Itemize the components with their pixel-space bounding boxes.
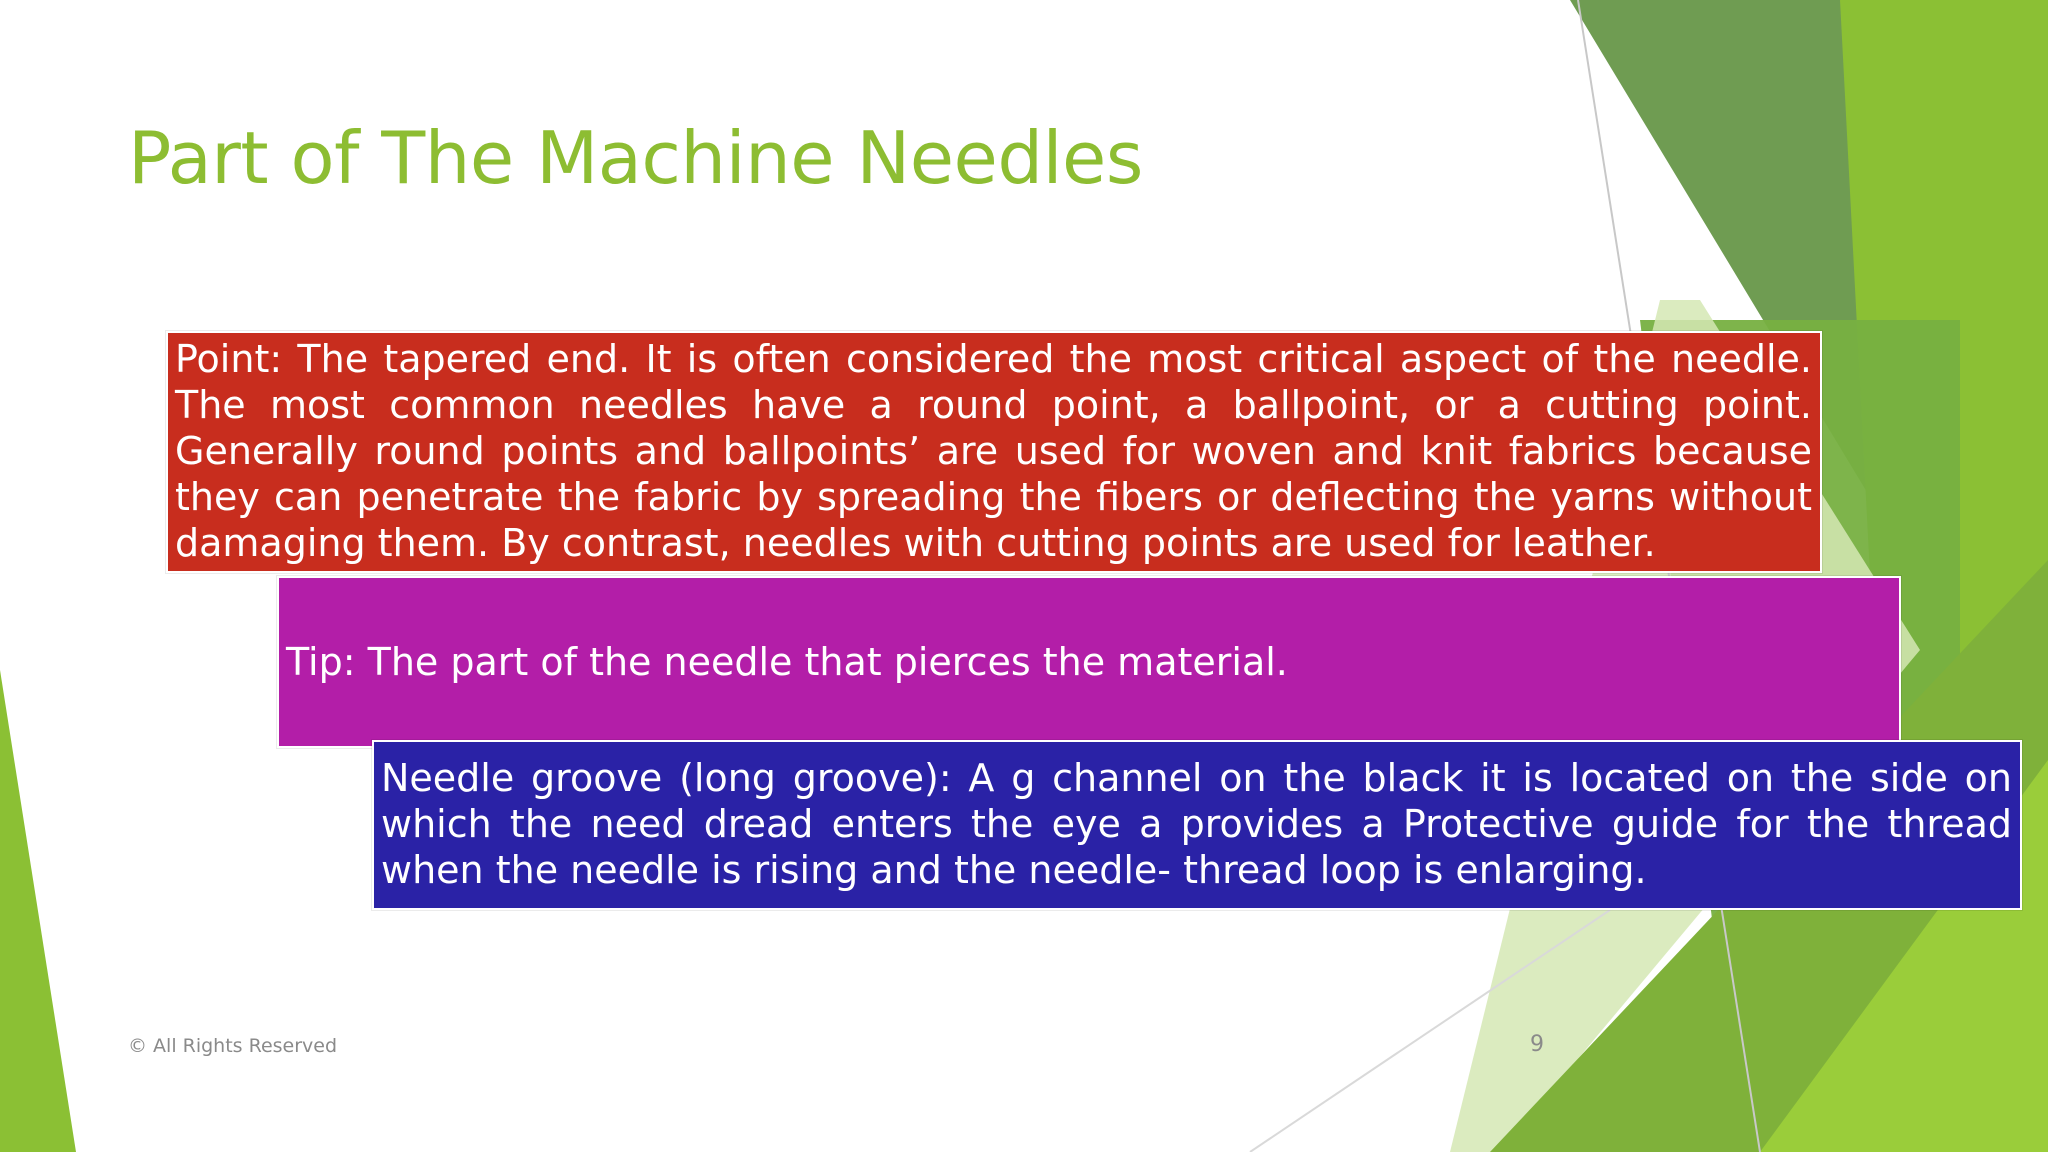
tip-description-text: Tip: The part of the needle that pierces the material. [286,640,1288,684]
copyright-footer: © All Rights Reserved [128,1035,338,1057]
point-description-box: Point: The tapered end. It is often considered the most critical aspect of the needle. The most common needles have a round point, a ballpoint, or a cutting point. Generally round points and ballpoints’ are used for woven and knit fabrics because they can penetrate the fabric by spreading the fibers or deflecting the yarns without damaging them. By contrast, needles with cutting points are used for leather. [166,331,1822,573]
page-number: 9 [1530,1032,1544,1057]
needle-groove-description-box: Needle groove (long groove): A g channel on the black it is located on the side on which the need dread enters the eye a provides a Protective guide for the thread when the needle is rising and the needle- thread loop is enlarging. [372,740,2022,910]
slide-title: Part of The Machine Needles [128,116,1143,200]
tip-description-box [277,576,1901,748]
decor-left-triangle [0,670,76,1152]
